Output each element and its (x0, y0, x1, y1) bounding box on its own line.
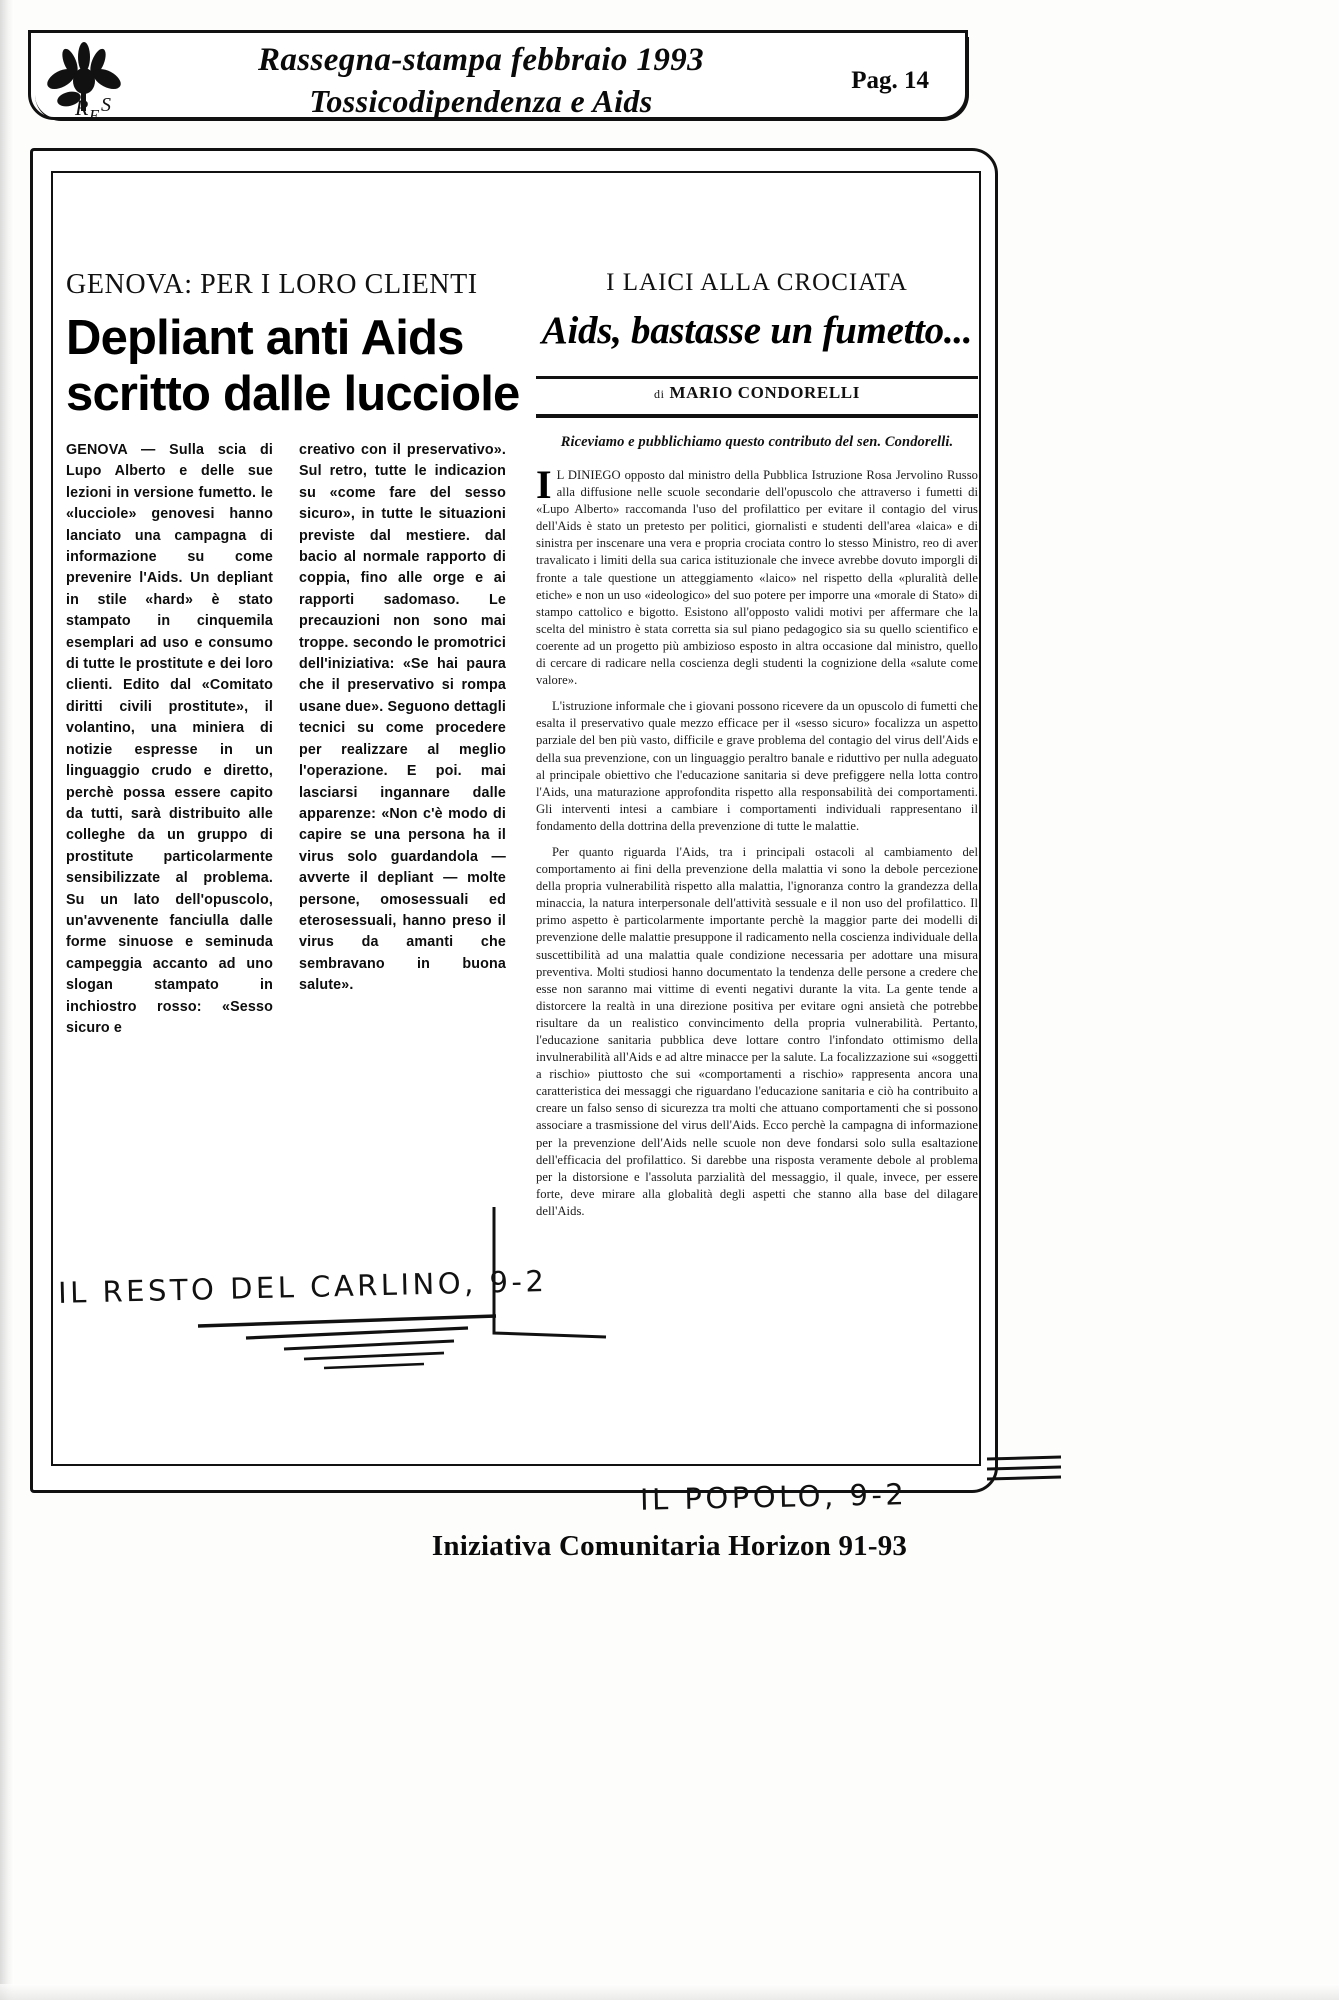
article-left-column-1 (66, 440, 273, 1039)
article-left-kicker: GENOVA: PER I LORO CLIENTI (66, 269, 478, 300)
svg-text:S: S (101, 94, 111, 116)
article-right-body (536, 462, 978, 1220)
article-left-headline-line1: Depliant anti Aids (66, 311, 464, 365)
article-right-lead: Riceviamo e pubblichiamo questo contributo del sen. Condorelli. (560, 434, 954, 450)
article-left-text-2: creativo con il preservativo». Sul retro, tutte le indicazion su «come fare del sesso sicuro», in tutte le situazioni previste dal mestiere. dal bacio al normale rapporto di coppia, fino alle orge e ai rapporti sadomaso. Le precauzioni non sono mai troppe. secondo le promotrici dell'iniziativa: «Se hai paura che il preservativo si rompa usane due». Seguono dettagli tecnici su come procedere per realizzare al meglio l'operazione. E poi. mai lasciarsi ingannare dalle apparenze: «Non c'è modo di capire se una persona ha il virus solo guardandola — avverte il depliant — molte persone, omosessuali ed eterosessuali, hanno preso il virus da amanti che sembravano in buona salute». (299, 442, 506, 994)
page-number-label: Pag. 14 (851, 67, 929, 94)
article-right-byline-block (536, 376, 978, 420)
masthead-title-line2: Tossicodipendenza e Aids (309, 83, 653, 119)
masthead-banner (28, 30, 968, 125)
page-footer: Iniziativa Comunitaria Horizon 91-93 (431, 1530, 908, 1562)
res-logo-icon (39, 39, 129, 125)
article-right-paragraph-text: L DINIEGO opposto dal ministro della Pubblica Istruzione Rosa Jervolino Russo alla diffusione nelle scuole secondarie dell'opuscolo che attraverso i fumetti di «Lupo Alberto» raccomanda l'uso del profilattico per evitare il contagio del virus dell'Aids è stato un pretesto per politici, giornalisti e studenti dell'area «laica» e di sinistra per inscenare una vera e propria crociata contro lo stesso Ministro, reo di aver travalicato i limiti della sua carica istituzionale che invece avrebbe dovuto imporgli di fronte a tale questione un atteggiamento «laico» nel rispetto della «pluralità delle etiche» e non un uso «ideologico» del suo potere per imporre una «morale di Stato» di stampo cattolico e bigotto. Esistono all'opposto validi motivi per affermare che la scelta del ministro è stata corretta sia sul piano pedagogico sia su quello scientifico e coerente ad un progetto più ambizioso esposto in altra occasione dal ministro, quello di cercare di radicare nella coscienza degli studenti la cognizione della «salute come valore». (536, 468, 978, 688)
article-left (66, 268, 520, 1039)
article-right-byline (536, 383, 978, 403)
masthead-titles (181, 39, 781, 121)
handwritten-underlines-left (196, 1312, 526, 1372)
article-left-column-2 (299, 440, 506, 1039)
article-right-headline: Aids, bastasse un fumetto... (541, 309, 973, 352)
svg-text:R: R (75, 95, 89, 120)
article-left-headline (66, 310, 520, 422)
article-left-headline-line2: scritto dalle lucciole (66, 367, 520, 421)
article-right (536, 268, 978, 1229)
byline-rule-bottom (536, 414, 978, 418)
article-left-text-1: GENOVA — Sulla scia di Lupo Alberto e delle sue lezioni in versione fumetto. le «lucciole» genovesi hanno lanciato una campagna di informazione su come prevenire l'Aids. Un depliant in stile «hard» è stato stampato in cinquemila esemplari ad uso e consumo di tutte le prostitute e dei loro clienti. Edito dal «Comitato diritti civili prostitute», il volantino, una miniera di notizie espresse in un linguaggio crudo e diretto, perchè possa essere capito da tutti, sarà distribuito alle colleghe da un gruppo di prostitute particolarmente sensibilizzate al problema. Su un lato dell'opuscolo, un'avvenente fanciulla dalle forme sinuose e seminuda campeggia accanto ad uno slogan stampato in inchiostro rosso: «Sesso sicuro e (66, 442, 273, 1036)
byline-rule-top (536, 376, 978, 379)
drop-cap: I (536, 462, 552, 507)
article-right-paragraph (536, 462, 978, 689)
article-right-kicker: I LAICI ALLA CROCIATA (606, 269, 908, 296)
article-right-paragraph: L'istruzione informale che i giovani possono ricevere da un opuscolo di fumetti che esalta il preservativo quale mezzo efficace per il «sesso sicuro» focalizza un aspetto parziale del ben più vasto, difficile e grave problema del contagio del virus dell'Aids e della sua prevenzione, con un linguaggio peraltro banale e riduttivo per nulla adeguato al principale obiettivo che l'educazione sanitaria si deve prefiggere nella lotta contro l'Aids, una maturazione approfondita rispetto alla responsabilità dei comportamenti. Gli interventi intesi a cambiare i comportamenti individuali rappresentano il fondamento della dottrina della prevenzione di tutte le malattie. (536, 699, 978, 833)
handwritten-source-right: IL POPOLO, 9-2 (639, 1477, 908, 1517)
masthead-title-line1: Rassegna-stampa febbraio 1993 (257, 42, 705, 78)
svg-text:E: E (89, 106, 100, 125)
scan-edge-shadow-bottom (0, 1984, 1339, 2000)
scan-edge-shadow (0, 0, 14, 2000)
byline-prefix: di (654, 387, 665, 401)
handwritten-source-left: IL RESTO DEL CARLINO, 9-2 (57, 1264, 548, 1310)
byline-author: MARIO CONDORELLI (669, 383, 860, 402)
article-left-columns (66, 440, 506, 1039)
article-right-paragraph: Per quanto riguarda l'Aids, tra i principali ostacoli al cambiamento del comportamento ai fini della prevenzione della malattia vi sono la debole percezione della propria vulnerabilità rispetto alla malattia, l'ignoranza contro la grandezza della minaccia, la natura interpersonale dell'attività sessuale e il non uso del profilattico. Il primo aspetto è particolarmente importante perchè la maggior parte dei modelli di prevenzione delle malattie presuppone il radicamento nella coscienza individuale della suscettibilità ad una malattia quale condizione necessaria per adottare una misura preventiva. Molti studiosi hanno documentato la tendenza delle persone a credere che esse non saranno mai vittime di eventi negativi durante la vita. La gente tende a distorcere la realtà in una direzione positiva per evitare ogni ansietà che potrebbe risultare da un realistico convincimento della propria vulnerabilità. Pertanto, l'educazione sanitaria pubblica deve lottare contro l'infondato ottimismo della invulnerabilità all'Aids e ad altre minacce per la salute. La focalizzazione sui «soggetti a rischio» piuttosto che sui «comportamenti a rischio» rappresenta ancora una caratteristica dei messaggi che riguardano l'educazione sanitaria e ciò ha contribuito a creare un falso senso di sicurezza tra molti che attuano comportamenti che si possono associare a trasmissione del virus dell'Aids. Ecco perchè la campagna di informazione per la prevenzione dell'Aids nelle scuole non deve fondarsi solo sulla esaltazione dell'efficacia del profilattico. Si darebbe una risposta veramente debole al problema per la distorsione e l'assoluta parzialità del messaggio, il quale, invece, per essere forte, deve mirare alla globalità degli aspetti che stanno alla base del dilagare dell'Aids. (536, 844, 978, 1218)
handwritten-underlines-right (985, 1455, 1065, 1485)
